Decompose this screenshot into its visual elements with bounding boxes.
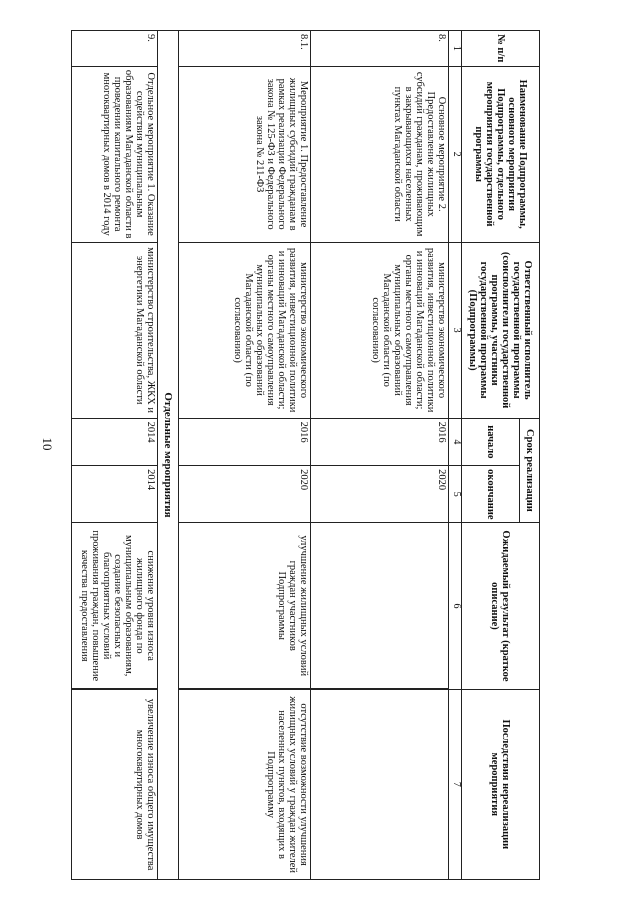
row-result: улучшение жилищных условий граждан участников Подпрограммы [179, 523, 311, 689]
table-row [311, 31, 449, 880]
index-cell: 7 [449, 689, 462, 879]
row-num: 8.1. [179, 31, 311, 67]
section-title: Отдельные мероприятия [158, 31, 179, 880]
row-executor: министерство строительства, ЖКХ и энергетики Магаданской области [72, 242, 158, 418]
header-start: начало [462, 418, 520, 466]
header-result: Ожидаемый результат (краткое описание) [462, 523, 540, 689]
index-cell: 3 [449, 242, 462, 418]
row-start: 2016 [311, 418, 449, 466]
table-row [179, 31, 311, 880]
rotated-table-wrapper [70, 30, 540, 880]
row-num: 8. [311, 31, 449, 67]
row-end: 2014 [72, 466, 158, 523]
row-end: 2020 [311, 466, 449, 523]
row-consequence: отсутствие возможности улучшения жилищных условий у граждан жителей населенных пунктов, входящих в Подпрограмму [179, 689, 311, 879]
index-cell: 2 [449, 66, 462, 242]
index-cell: 6 [449, 523, 462, 689]
row-executor: министерство экономического развития, инвестиционной политики и инноваций Магаданской области; органы местного самоуправления муниципальных образований Магаданской области (по согласованию) [179, 242, 311, 418]
row-consequence: увеличение износа общего имущества многоквартирных домов [72, 689, 158, 879]
header-term: Срок реализации [520, 418, 540, 523]
program-table [71, 30, 540, 880]
row-num: 9. [72, 31, 158, 67]
header-num: № п/п [462, 31, 540, 67]
table-row [72, 31, 158, 880]
header-name: Наименование Подпрограммы, основного мероприятия Подпрограммы, отдельного мероприятия государственной программы [462, 66, 540, 242]
header-consequence: Последствия нереализации мероприятия [462, 689, 540, 879]
row-executor: министерство экономического развития, инвестиционной политики и инноваций Магаданской области; органы местного самоуправления муниципальных образований Магаданской области (по согласованию) [311, 242, 449, 418]
row-result [311, 523, 449, 689]
row-start: 2014 [72, 418, 158, 466]
header-executor: Ответственный исполнитель государственной программы (соисполнители государственной программы, участники государственной программы (Подпрограммы) [462, 242, 540, 418]
page-number: 10 [40, 437, 55, 451]
row-name: Отдельное мероприятие 1. Оказание содействия муниципальным образованиям Магаданской области в проведении капитального ремонта многоквартирных домов в 2014 году [72, 66, 158, 242]
header-end: окончание [462, 466, 520, 523]
row-end: 2020 [179, 466, 311, 523]
index-cell: 1 [449, 31, 462, 67]
row-name: Основное мероприятие 2. Предоставление жилищных субсидий гражданам, проживающим в закрывающихся населенных пунктах Магаданской области [311, 66, 449, 242]
row-result: снижение уровня износа жилищного фонда по муниципальным образованиям, создание безопасных и благоприятных условий проживания граждан, повышение качества предоставления [72, 523, 158, 689]
index-cell: 4 [449, 418, 462, 466]
row-name: Мероприятие 1. Предоставление жилищных субсидий гражданам в рамках реализации Федерального закона № 125-ФЗ и Федерального закона № 211-ФЗ [179, 66, 311, 242]
index-cell: 5 [449, 466, 462, 523]
section-row [158, 31, 179, 880]
row-start: 2016 [179, 418, 311, 466]
row-consequence [311, 689, 449, 879]
